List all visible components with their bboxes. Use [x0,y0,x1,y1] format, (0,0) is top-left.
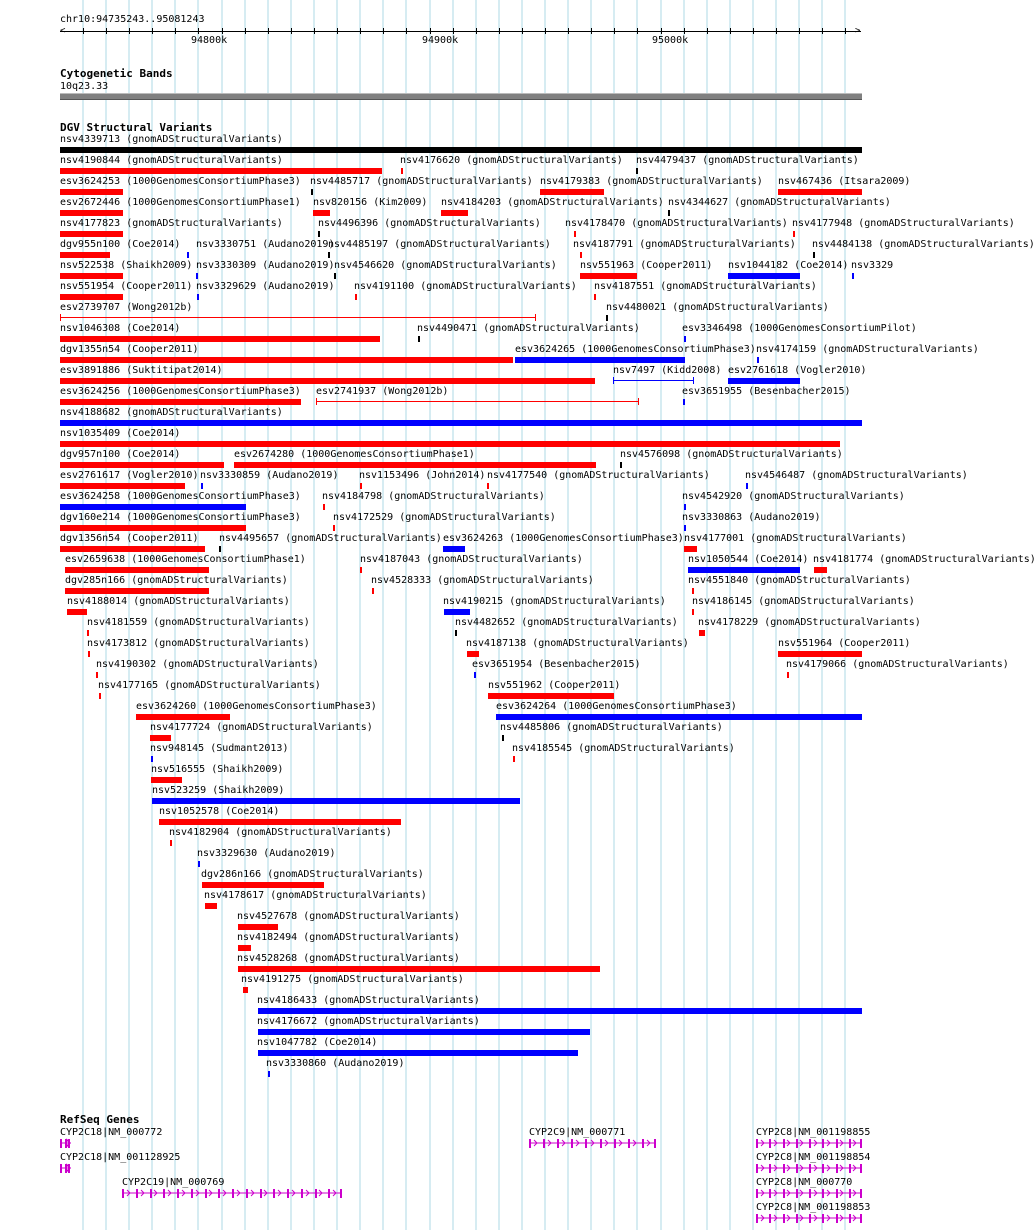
variant-label[interactable]: esv2741937 (Wong2012b) [316,386,449,397]
gene-exon [136,1189,138,1198]
variant-label[interactable]: nsv820156 (Kim2009) [313,197,428,208]
variant-label[interactable]: nsv4178229 (gnomADStructuralVariants) [698,617,921,628]
variant-label[interactable]: esv3651955 (Besenbacher2015) [682,386,851,397]
gene-exon [809,1164,811,1173]
gene-exon [860,1139,862,1148]
variant-label[interactable]: nsv4190302 (gnomADStructuralVariants) [96,659,319,670]
variant-label[interactable]: nsv4339713 (gnomADStructuralVariants) [60,134,283,145]
gene-label[interactable]: CYP2C8|NM_001198853 [756,1202,871,1213]
gene-exon [232,1189,234,1198]
variant-label[interactable]: nsv4191275 (gnomADStructuralVariants) [241,974,464,985]
gene-exon [60,1139,62,1148]
gene-exon [340,1189,342,1198]
variant-label[interactable]: nsv4187043 (gnomADStructuralVariants) [360,554,583,565]
cytoband-label: 10q23.33 [60,81,109,92]
gene-exon [769,1139,771,1148]
variant-label[interactable]: dgv1356n54 (Cooper2011) [60,533,199,544]
variant-label[interactable]: nsv1050544 (Coe2014) [688,554,809,565]
gene-exon [571,1139,573,1148]
variant-label[interactable]: nsv467436 (Itsara2009) [778,176,911,187]
variant-label[interactable]: dgv957n100 (Coe2014) [60,449,181,460]
variant-label[interactable]: esv3624260 (1000GenomesConsortiumPhase3) [136,701,377,712]
variant-label[interactable]: nsv4176672 (gnomADStructuralVariants) [257,1016,480,1027]
variant-label[interactable]: dgv955n100 (Coe2014) [60,239,181,250]
variant-label[interactable]: nsv3330859 (Audano2019) [200,470,339,481]
variant-label[interactable]: esv3624256 (1000GenomesConsortiumPhase3) [60,386,301,397]
variant-label[interactable]: nsv4179066 (gnomADStructuralVariants) [786,659,1009,670]
ruler-right-arrow: > [855,26,861,36]
variant-label[interactable]: nsv523259 (Shaikh2009) [152,785,285,796]
gene-exon [769,1164,771,1173]
gene-exon [822,1164,824,1173]
variant-label[interactable]: nsv4186433 (gnomADStructuralVariants) [257,995,480,1006]
ruler-tick-label: 94800k [191,35,228,46]
variant-label[interactable]: nsv3330751 (Audano2019) [196,239,335,250]
variant-label[interactable]: nsv4177540 (gnomADStructuralVariants) [487,470,710,481]
variant-label[interactable]: dgv1355n54 (Cooper2011) [60,344,199,355]
variant-label[interactable]: nsv4479437 (gnomADStructuralVariants) [636,155,859,166]
ruler-tick-label: 95000k [652,35,689,46]
gene-exon [796,1189,798,1198]
variant-label[interactable]: nsv4542920 (gnomADStructuralVariants) [682,491,905,502]
variant-label[interactable]: esv2674280 (1000GenomesConsortiumPhase1) [234,449,475,460]
gene-label[interactable]: CYP2C18|NM_001128925 [60,1152,181,1163]
gene-exon [849,1189,851,1198]
variant-label[interactable]: esv3346498 (1000GenomesConsortiumPilot) [682,323,917,334]
variant-label[interactable]: nsv4527678 (gnomADStructuralVariants) [237,911,460,922]
variant-label[interactable]: nsv3330309 (Audano2019) [196,260,335,271]
variant-label[interactable]: nsv4187791 (gnomADStructuralVariants) [573,239,796,250]
variant-label[interactable]: nsv1052578 (Coe2014) [159,806,280,817]
variant-label[interactable]: nsv4172529 (gnomADStructuralVariants) [333,512,556,523]
dgv-track-title[interactable]: DGV Structural Variants [60,121,213,134]
variant-label[interactable]: nsv4496396 (gnomADStructuralVariants) [318,218,541,229]
variant-label[interactable]: nsv4190844 (gnomADStructuralVariants) [60,155,283,166]
variant-label[interactable]: nsv516555 (Shaikh2009) [151,764,284,775]
gene-exon [628,1139,630,1148]
variant-label[interactable]: nsv4546487 (gnomADStructuralVariants) [745,470,968,481]
gene-exon [654,1139,656,1148]
variant-label[interactable]: nsv4173812 (gnomADStructuralVariants) [87,638,310,649]
gene-exon [860,1214,862,1223]
position-label: chr10:94735243..95081243 [60,14,205,25]
variant-label[interactable]: nsv4191100 (gnomADStructuralVariants) [354,281,577,292]
variant-label[interactable]: esv3624263 (1000GenomesConsortiumPhase3) [443,533,684,544]
variant-label[interactable]: nsv1047782 (Coe2014) [257,1037,378,1048]
gene-exon [783,1214,785,1223]
gene-exon [809,1189,811,1198]
gene-exon [796,1139,798,1148]
gene-exon [205,1189,207,1198]
gene-exon [163,1189,165,1198]
variant-label[interactable]: nsv1153496 (John2014) [359,470,486,481]
variant-label[interactable]: nsv4176620 (gnomADStructuralVariants) [400,155,623,166]
variant-label[interactable]: esv3651954 (Besenbacher2015) [472,659,641,670]
gene-exon [614,1139,616,1148]
gene-exon [60,1164,62,1173]
variant-label[interactable]: nsv1035409 (Coe2014) [60,428,181,439]
variant-label[interactable]: nsv4185545 (gnomADStructuralVariants) [512,743,735,754]
variant-label[interactable]: nsv4485717 (gnomADStructuralVariants) [310,176,533,187]
variant-label[interactable]: nsv4188682 (gnomADStructuralVariants) [60,407,283,418]
gene-exon [218,1189,220,1198]
gene-exon [809,1139,811,1148]
gene-exon [177,1189,179,1198]
gene-label[interactable]: CYP2C18|NM_000772 [60,1127,163,1138]
variant-label[interactable]: nsv7497 (Kidd2008) [613,365,722,376]
variant-label[interactable]: nsv4188014 (gnomADStructuralVariants) [67,596,290,607]
gene-exon [273,1189,275,1198]
variant-label[interactable]: nsv4177165 (gnomADStructuralVariants) [98,680,321,691]
variant-label[interactable]: nsv4177001 (gnomADStructuralVariants) [684,533,907,544]
variant-label[interactable]: nsv1046308 (Coe2014) [60,323,181,334]
variant-label[interactable]: nsv3329630 (Audano2019) [197,848,336,859]
variant-label[interactable]: esv3624265 (1000GenomesConsortiumPhase3) [515,344,756,355]
gene-label[interactable]: CYP2C8|NM_001198854 [756,1152,871,1163]
gene-exon [849,1139,851,1148]
variant-label[interactable]: esv3891886 (Suktitipat2014) [60,365,223,376]
gene-exon [836,1214,838,1223]
gene-exon [122,1189,124,1198]
gene-exon [585,1139,587,1148]
variant-label[interactable]: dgv286n166 (gnomADStructuralVariants) [201,869,424,880]
variant-label[interactable]: nsv4179383 (gnomADStructuralVariants) [540,176,763,187]
gene-exon [860,1189,862,1198]
variant-label[interactable]: nsv4528333 (gnomADStructuralVariants) [371,575,594,586]
variant-label[interactable]: dgv160e214 (1000GenomesConsortiumPhase3) [60,512,301,523]
gene-exon [769,1214,771,1223]
gene-exon [783,1189,785,1198]
variant-label[interactable]: nsv4182904 (gnomADStructuralVariants) [169,827,392,838]
variant-label[interactable]: nsv4528268 (gnomADStructuralVariants) [237,953,460,964]
variant-label[interactable]: nsv4177948 (gnomADStructuralVariants) [792,218,1015,229]
variant-label[interactable]: nsv4178617 (gnomADStructuralVariants) [204,890,427,901]
ruler-tick-label: 94900k [422,35,459,46]
gene-exon [783,1164,785,1173]
variant-label[interactable]: nsv4480021 (gnomADStructuralVariants) [606,302,829,313]
gene-exon [822,1189,824,1198]
variant-label[interactable]: nsv551962 (Cooper2011) [488,680,621,691]
gene-exon [860,1164,862,1173]
gene-exon [287,1189,289,1198]
variant-label[interactable]: nsv4178470 (gnomADStructuralVariants) [565,218,788,229]
variant-label[interactable]: nsv551963 (Cooper2011) [580,260,713,271]
variant-label[interactable]: nsv4484138 (gnomADStructuralVariants) [812,239,1035,250]
gene-exon [849,1164,851,1173]
variant-label[interactable]: nsv1044182 (Coe2014) [728,260,849,271]
variant-label[interactable]: nsv551964 (Cooper2011) [778,638,911,649]
variant-label[interactable]: nsv3330860 (Audano2019) [266,1058,405,1069]
variant-label[interactable]: nsv4187551 (gnomADStructuralVariants) [594,281,817,292]
gene-exon [328,1189,330,1198]
gene-exon [796,1214,798,1223]
variant-label[interactable]: esv3624253 (1000GenomesConsortiumPhase3) [60,176,301,187]
refseq-track-title[interactable]: RefSeq Genes [60,1113,140,1126]
variant-label[interactable]: nsv4181559 (gnomADStructuralVariants) [87,617,310,628]
gene-exon [191,1189,193,1198]
variant-label[interactable]: nsv4182494 (gnomADStructuralVariants) [237,932,460,943]
gene-exon [769,1189,771,1198]
variant-label[interactable]: nsv4344627 (gnomADStructuralVariants) [668,197,891,208]
gene-label[interactable]: CYP2C9|NM_000771 [529,1127,626,1138]
variant-label[interactable]: nsv4190215 (gnomADStructuralVariants) [443,596,666,607]
gene-exon [529,1139,531,1148]
variant-label[interactable]: nsv3329 [851,260,894,271]
gene-exon [822,1214,824,1223]
gene-exon [756,1189,758,1198]
gene-exon [822,1139,824,1148]
variant-label[interactable]: nsv4181774 (gnomADStructuralVariants) [813,554,1036,565]
variant-label[interactable]: nsv4576098 (gnomADStructuralVariants) [620,449,843,460]
gene-exon [246,1189,248,1198]
variant-label[interactable]: nsv4485806 (gnomADStructuralVariants) [500,722,723,733]
variant-label[interactable]: nsv4177823 (gnomADStructuralVariants) [60,218,283,229]
variant-label[interactable]: nsv551954 (Cooper2011) [60,281,193,292]
gene-exon [260,1189,262,1198]
cytoband-track-title[interactable]: Cytogenetic Bands [60,67,173,80]
variant-label[interactable]: nsv3330863 (Audano2019) [682,512,821,523]
gene-exon [543,1139,545,1148]
gene-exon [836,1189,838,1198]
variant-label[interactable]: nsv948145 (Sudmant2013) [150,743,289,754]
variant-label[interactable]: esv3624258 (1000GenomesConsortiumPhase3) [60,491,301,502]
variant-label[interactable]: esv2739707 (Wong2012b) [60,302,193,313]
variant-label[interactable]: esv2672446 (1000GenomesConsortiumPhase1) [60,197,301,208]
gene-exon [836,1164,838,1173]
variant-label[interactable]: esv2659638 (1000GenomesConsortiumPhase1) [65,554,306,565]
gene-exon [600,1139,602,1148]
gene-exon [150,1189,152,1198]
gene-exon [836,1139,838,1148]
gene-exon [796,1164,798,1173]
gene-exon [301,1189,303,1198]
variant-label[interactable]: nsv4495657 (gnomADStructuralVariants) [219,533,442,544]
ruler-left-arrow: < [60,26,66,36]
variant-label[interactable]: nsv4546620 (gnomADStructuralVariants) [334,260,557,271]
variant-label[interactable]: nsv4551840 (gnomADStructuralVariants) [688,575,911,586]
variant-label[interactable]: dgv285n166 (gnomADStructuralVariants) [65,575,288,586]
gene-label[interactable]: CYP2C8|NM_001198855 [756,1127,871,1138]
gene-exon [756,1139,758,1148]
variant-label[interactable]: nsv4485197 (gnomADStructuralVariants) [328,239,551,250]
variant-label[interactable]: nsv4184203 (gnomADStructuralVariants) [441,197,664,208]
variant-label[interactable]: esv2761618 (Vogler2010) [728,365,867,376]
gene-exon [783,1139,785,1148]
gene-exon [557,1139,559,1148]
gene-exon [849,1214,851,1223]
variant-label[interactable]: nsv4187138 (gnomADStructuralVariants) [466,638,689,649]
variant-label[interactable]: nsv4186145 (gnomADStructuralVariants) [692,596,915,607]
gene-exon [315,1189,317,1198]
variant-label[interactable]: nsv4490471 (gnomADStructuralVariants) [417,323,640,334]
variant-label[interactable]: nsv522538 (Shaikh2009) [60,260,193,271]
variant-label[interactable]: nsv4177724 (gnomADStructuralVariants) [150,722,373,733]
variant-label[interactable]: esv3624264 (1000GenomesConsortiumPhase3) [496,701,737,712]
gene-exon [642,1139,644,1148]
gene-label[interactable]: CYP2C19|NM_000769 [122,1177,225,1188]
variant-label[interactable]: nsv3329629 (Audano2019) [196,281,335,292]
gene-label[interactable]: CYP2C8|NM_000770 [756,1177,853,1188]
gene-exon [809,1214,811,1223]
variant-label[interactable]: nsv4184798 (gnomADStructuralVariants) [322,491,545,502]
variant-label[interactable]: nsv4482652 (gnomADStructuralVariants) [455,617,678,628]
variant-label[interactable]: nsv4174159 (gnomADStructuralVariants) [756,344,979,355]
gene-exon [756,1164,758,1173]
variant-label[interactable]: esv2761617 (Vogler2010) [60,470,199,481]
gene-exon [756,1214,758,1223]
